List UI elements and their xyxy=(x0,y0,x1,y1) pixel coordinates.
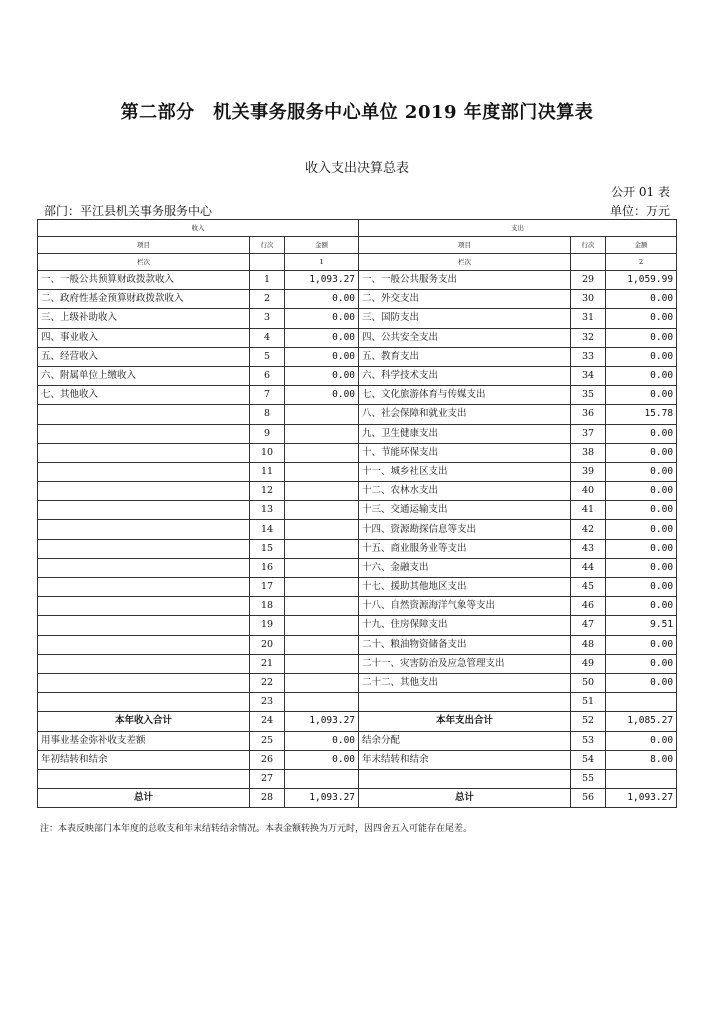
income-line-number: 22 xyxy=(250,673,285,692)
expense-amount: 0.00 xyxy=(606,386,677,405)
income-amount: 1,093.27 xyxy=(285,712,359,731)
expense-item-name: 五、教育支出 xyxy=(359,347,571,366)
expense-item-name: 十、节能环保支出 xyxy=(359,443,571,462)
income-amount xyxy=(285,501,359,520)
expense-item-name: 十九、住房保障支出 xyxy=(359,616,571,635)
expense-item-header: 项目 xyxy=(359,237,571,254)
expense-item-name: 七、文化旅游体育与传媒支出 xyxy=(359,386,571,405)
income-line-number: 25 xyxy=(250,731,285,750)
expense-line-number: 50 xyxy=(571,673,606,692)
table-row xyxy=(38,501,677,520)
income-line-number: 3 xyxy=(250,309,285,328)
income-amount xyxy=(285,693,359,712)
income-item-name xyxy=(38,578,250,597)
income-amount: 0.00 xyxy=(285,386,359,405)
table-row xyxy=(38,712,677,731)
income-line-number: 11 xyxy=(250,462,285,481)
expense-line-number: 34 xyxy=(571,366,606,385)
expense-line-number: 48 xyxy=(571,635,606,654)
table-header-row xyxy=(38,254,677,271)
income-item-name: 五、经营收入 xyxy=(38,347,250,366)
income-amount xyxy=(285,616,359,635)
income-amount xyxy=(285,769,359,788)
expense-line-header: 行次 xyxy=(571,237,606,254)
expense-line-number: 32 xyxy=(571,328,606,347)
expense-item-name: 六、科学技术支出 xyxy=(359,366,571,385)
income-item-name xyxy=(38,462,250,481)
income-item-name xyxy=(38,520,250,539)
expense-amount: 0.00 xyxy=(606,424,677,443)
expense-amount xyxy=(606,693,677,712)
expense-item-name: 十三、交通运输支出 xyxy=(359,501,571,520)
expense-item-name: 一、一般公共服务支出 xyxy=(359,271,571,290)
income-item-name xyxy=(38,654,250,673)
income-amount: 0.00 xyxy=(285,290,359,309)
table-subtitle: 收入支出决算总表 xyxy=(304,161,409,176)
income-line-number: 10 xyxy=(250,443,285,462)
income-item-name: 二、政府性基金预算财政拨款收入 xyxy=(38,290,250,309)
expense-line-number: 46 xyxy=(571,597,606,616)
expense-item-name: 十一、城乡社区支出 xyxy=(359,462,571,481)
expense-amount: 0.00 xyxy=(606,520,677,539)
expense-amount: 1,093.27 xyxy=(606,789,677,808)
expense-amount: 0.00 xyxy=(606,597,677,616)
expense-item-name xyxy=(359,693,571,712)
empty-cell xyxy=(571,254,606,271)
expense-amount: 0.00 xyxy=(606,578,677,597)
expense-line-number: 51 xyxy=(571,693,606,712)
income-amount: 0.00 xyxy=(285,750,359,769)
expense-header: 支出 xyxy=(359,220,677,237)
income-item-name: 四、事业收入 xyxy=(38,328,250,347)
income-line-number: 27 xyxy=(250,769,285,788)
table-row xyxy=(38,769,677,788)
expense-item-name: 十六、金融支出 xyxy=(359,558,571,577)
table-row xyxy=(38,347,677,366)
expense-amount: 0.00 xyxy=(606,501,677,520)
income-amount: 1,093.27 xyxy=(285,271,359,290)
table-row xyxy=(38,290,677,309)
income-item-name xyxy=(38,405,250,424)
income-line-number: 16 xyxy=(250,558,285,577)
table-row xyxy=(38,328,677,347)
table-footnote: 注：本表反映部门本年度的总收支和年末结转结余情况。本表金额转换为万元时，因四舍五入可能存在尾差。 xyxy=(40,824,473,834)
income-amount xyxy=(285,520,359,539)
income-line-number: 19 xyxy=(250,616,285,635)
table-header-row xyxy=(38,220,677,237)
expense-line-number: 41 xyxy=(571,501,606,520)
table-row xyxy=(38,405,677,424)
expense-item-name: 八、社会保障和就业支出 xyxy=(359,405,571,424)
table-row xyxy=(38,597,677,616)
income-item-name xyxy=(38,635,250,654)
expense-amount: 0.00 xyxy=(606,366,677,385)
table-row xyxy=(38,424,677,443)
income-item-name xyxy=(38,443,250,462)
income-amount: 0.00 xyxy=(285,731,359,750)
income-line-number: 13 xyxy=(250,501,285,520)
table-header-row xyxy=(38,237,677,254)
income-item-name xyxy=(38,769,250,788)
table-row xyxy=(38,482,677,501)
table-row xyxy=(38,578,677,597)
table-row xyxy=(38,789,677,808)
income-line-header: 行次 xyxy=(250,237,285,254)
income-amount xyxy=(285,482,359,501)
expense-line-number: 35 xyxy=(571,386,606,405)
expense-item-name: 九、卫生健康支出 xyxy=(359,424,571,443)
income-amount xyxy=(285,635,359,654)
expense-line-number: 30 xyxy=(571,290,606,309)
income-line-number: 2 xyxy=(250,290,285,309)
expense-item-name xyxy=(359,769,571,788)
table-row xyxy=(38,443,677,462)
expense-amount-header: 金额 xyxy=(606,237,677,254)
table-row xyxy=(38,386,677,405)
table-row xyxy=(38,654,677,673)
expense-line-number: 29 xyxy=(571,271,606,290)
expense-amount: 0.00 xyxy=(606,731,677,750)
income-amount: 0.00 xyxy=(285,347,359,366)
expense-item-name: 总计 xyxy=(359,789,571,808)
income-line-number: 28 xyxy=(250,789,285,808)
income-item-name xyxy=(38,424,250,443)
expense-line-number: 44 xyxy=(571,558,606,577)
table-row xyxy=(38,309,677,328)
table-row xyxy=(38,731,677,750)
table-row xyxy=(38,750,677,769)
income-line-number: 23 xyxy=(250,693,285,712)
income-amount xyxy=(285,673,359,692)
income-amount xyxy=(285,654,359,673)
income-line-number: 12 xyxy=(250,482,285,501)
expense-amount: 0.00 xyxy=(606,290,677,309)
income-amount xyxy=(285,597,359,616)
income-amount xyxy=(285,558,359,577)
income-line-number: 18 xyxy=(250,597,285,616)
income-line-number: 9 xyxy=(250,424,285,443)
expense-amount: 1,059.99 xyxy=(606,271,677,290)
expense-line-number: 55 xyxy=(571,769,606,788)
form-number: 公开 01 表 xyxy=(611,185,670,199)
expense-line-number: 36 xyxy=(571,405,606,424)
expense-amount: 0.00 xyxy=(606,462,677,481)
income-amount xyxy=(285,424,359,443)
expense-line-number: 45 xyxy=(571,578,606,597)
income-header: 收入 xyxy=(38,220,359,237)
expense-amount: 0.00 xyxy=(606,654,677,673)
income-amount: 0.00 xyxy=(285,328,359,347)
income-amount: 0.00 xyxy=(285,366,359,385)
expense-amount: 15.78 xyxy=(606,405,677,424)
income-line-number: 6 xyxy=(250,366,285,385)
expense-amount: 0.00 xyxy=(606,347,677,366)
income-line-number: 24 xyxy=(250,712,285,731)
income-item-name: 六、附属单位上缴收入 xyxy=(38,366,250,385)
table-row xyxy=(38,271,677,290)
table-row xyxy=(38,558,677,577)
table-row xyxy=(38,693,677,712)
income-line-number: 4 xyxy=(250,328,285,347)
income-item-name xyxy=(38,693,250,712)
income-line-number: 20 xyxy=(250,635,285,654)
expense-item-name: 十八、自然资源海洋气象等支出 xyxy=(359,597,571,616)
income-item-name xyxy=(38,539,250,558)
expense-line-number: 47 xyxy=(571,616,606,635)
income-col-number: 1 xyxy=(285,254,359,271)
income-amount xyxy=(285,405,359,424)
expense-amount: 9.51 xyxy=(606,616,677,635)
income-line-number: 5 xyxy=(250,347,285,366)
expense-item-name: 四、公共安全支出 xyxy=(359,328,571,347)
empty-cell xyxy=(250,254,285,271)
income-line-number: 8 xyxy=(250,405,285,424)
table-row xyxy=(38,673,677,692)
page-title: 第二部分 机关事务服务中心单位 2019 年度部门决算表 xyxy=(120,102,594,123)
income-item-name xyxy=(38,616,250,635)
expense-line-number: 37 xyxy=(571,424,606,443)
table-row xyxy=(38,462,677,481)
income-line-number: 15 xyxy=(250,539,285,558)
expense-item-name: 二十二、其他支出 xyxy=(359,673,571,692)
table-row xyxy=(38,616,677,635)
expense-line-number: 39 xyxy=(571,462,606,481)
expense-line-number: 52 xyxy=(571,712,606,731)
income-item-name: 七、其他收入 xyxy=(38,386,250,405)
expense-item-name: 三、国防支出 xyxy=(359,309,571,328)
income-item-name: 总计 xyxy=(38,789,250,808)
expense-col-label: 栏次 xyxy=(359,254,571,271)
income-col-label: 栏次 xyxy=(38,254,250,271)
table-row xyxy=(38,539,677,558)
expense-item-name: 十四、资源勘探信息等支出 xyxy=(359,520,571,539)
department-label: 部门：平江县机关事务服务中心 xyxy=(44,204,213,218)
expense-line-number: 56 xyxy=(571,789,606,808)
expense-line-number: 49 xyxy=(571,654,606,673)
income-item-name: 一、一般公共预算财政拨款收入 xyxy=(38,271,250,290)
table-row xyxy=(38,366,677,385)
income-item-name xyxy=(38,482,250,501)
expense-amount: 8.00 xyxy=(606,750,677,769)
expense-item-name: 十二、农林水支出 xyxy=(359,482,571,501)
income-amount-header: 金额 xyxy=(285,237,359,254)
expense-item-name: 十五、商业服务业等支出 xyxy=(359,539,571,558)
income-item-name xyxy=(38,597,250,616)
income-line-number: 1 xyxy=(250,271,285,290)
expense-item-name: 十七、援助其他地区支出 xyxy=(359,578,571,597)
table-row xyxy=(38,635,677,654)
income-item-name xyxy=(38,558,250,577)
expense-item-name: 结余分配 xyxy=(359,731,571,750)
income-amount: 0.00 xyxy=(285,309,359,328)
expense-line-number: 43 xyxy=(571,539,606,558)
expense-line-number: 33 xyxy=(571,347,606,366)
income-line-number: 7 xyxy=(250,386,285,405)
expense-line-number: 38 xyxy=(571,443,606,462)
expense-col-number: 2 xyxy=(606,254,677,271)
expense-amount: 0.00 xyxy=(606,443,677,462)
expense-amount: 0.00 xyxy=(606,309,677,328)
income-amount xyxy=(285,578,359,597)
expense-amount xyxy=(606,769,677,788)
expense-amount: 1,085.27 xyxy=(606,712,677,731)
income-item-name xyxy=(38,673,250,692)
income-amount xyxy=(285,462,359,481)
income-amount: 1,093.27 xyxy=(285,789,359,808)
expense-line-number: 42 xyxy=(571,520,606,539)
expense-amount: 0.00 xyxy=(606,328,677,347)
expense-amount: 0.00 xyxy=(606,539,677,558)
expense-amount: 0.00 xyxy=(606,482,677,501)
expense-line-number: 31 xyxy=(571,309,606,328)
income-line-number: 14 xyxy=(250,520,285,539)
income-item-header: 项目 xyxy=(38,237,250,254)
expense-item-name: 二、外交支出 xyxy=(359,290,571,309)
income-item-name: 用事业基金弥补收支差额 xyxy=(38,731,250,750)
expense-amount: 0.00 xyxy=(606,635,677,654)
income-item-name: 年初结转和结余 xyxy=(38,750,250,769)
income-item-name: 本年收入合计 xyxy=(38,712,250,731)
expense-item-name: 二十、粮油物资储备支出 xyxy=(359,635,571,654)
expense-line-number: 53 xyxy=(571,731,606,750)
income-amount xyxy=(285,539,359,558)
expense-amount: 0.00 xyxy=(606,558,677,577)
expense-item-name: 年末结转和结余 xyxy=(359,750,571,769)
expense-amount: 0.00 xyxy=(606,673,677,692)
expense-line-number: 40 xyxy=(571,482,606,501)
budget-summary-table xyxy=(37,219,677,808)
income-amount xyxy=(285,443,359,462)
income-line-number: 26 xyxy=(250,750,285,769)
table-row xyxy=(38,520,677,539)
expense-item-name: 二十一、灾害防治及应急管理支出 xyxy=(359,654,571,673)
expense-line-number: 54 xyxy=(571,750,606,769)
expense-item-name: 本年支出合计 xyxy=(359,712,571,731)
income-line-number: 17 xyxy=(250,578,285,597)
unit-label: 单位：万元 xyxy=(609,204,670,218)
income-line-number: 21 xyxy=(250,654,285,673)
income-item-name xyxy=(38,501,250,520)
income-item-name: 三、上级补助收入 xyxy=(38,309,250,328)
